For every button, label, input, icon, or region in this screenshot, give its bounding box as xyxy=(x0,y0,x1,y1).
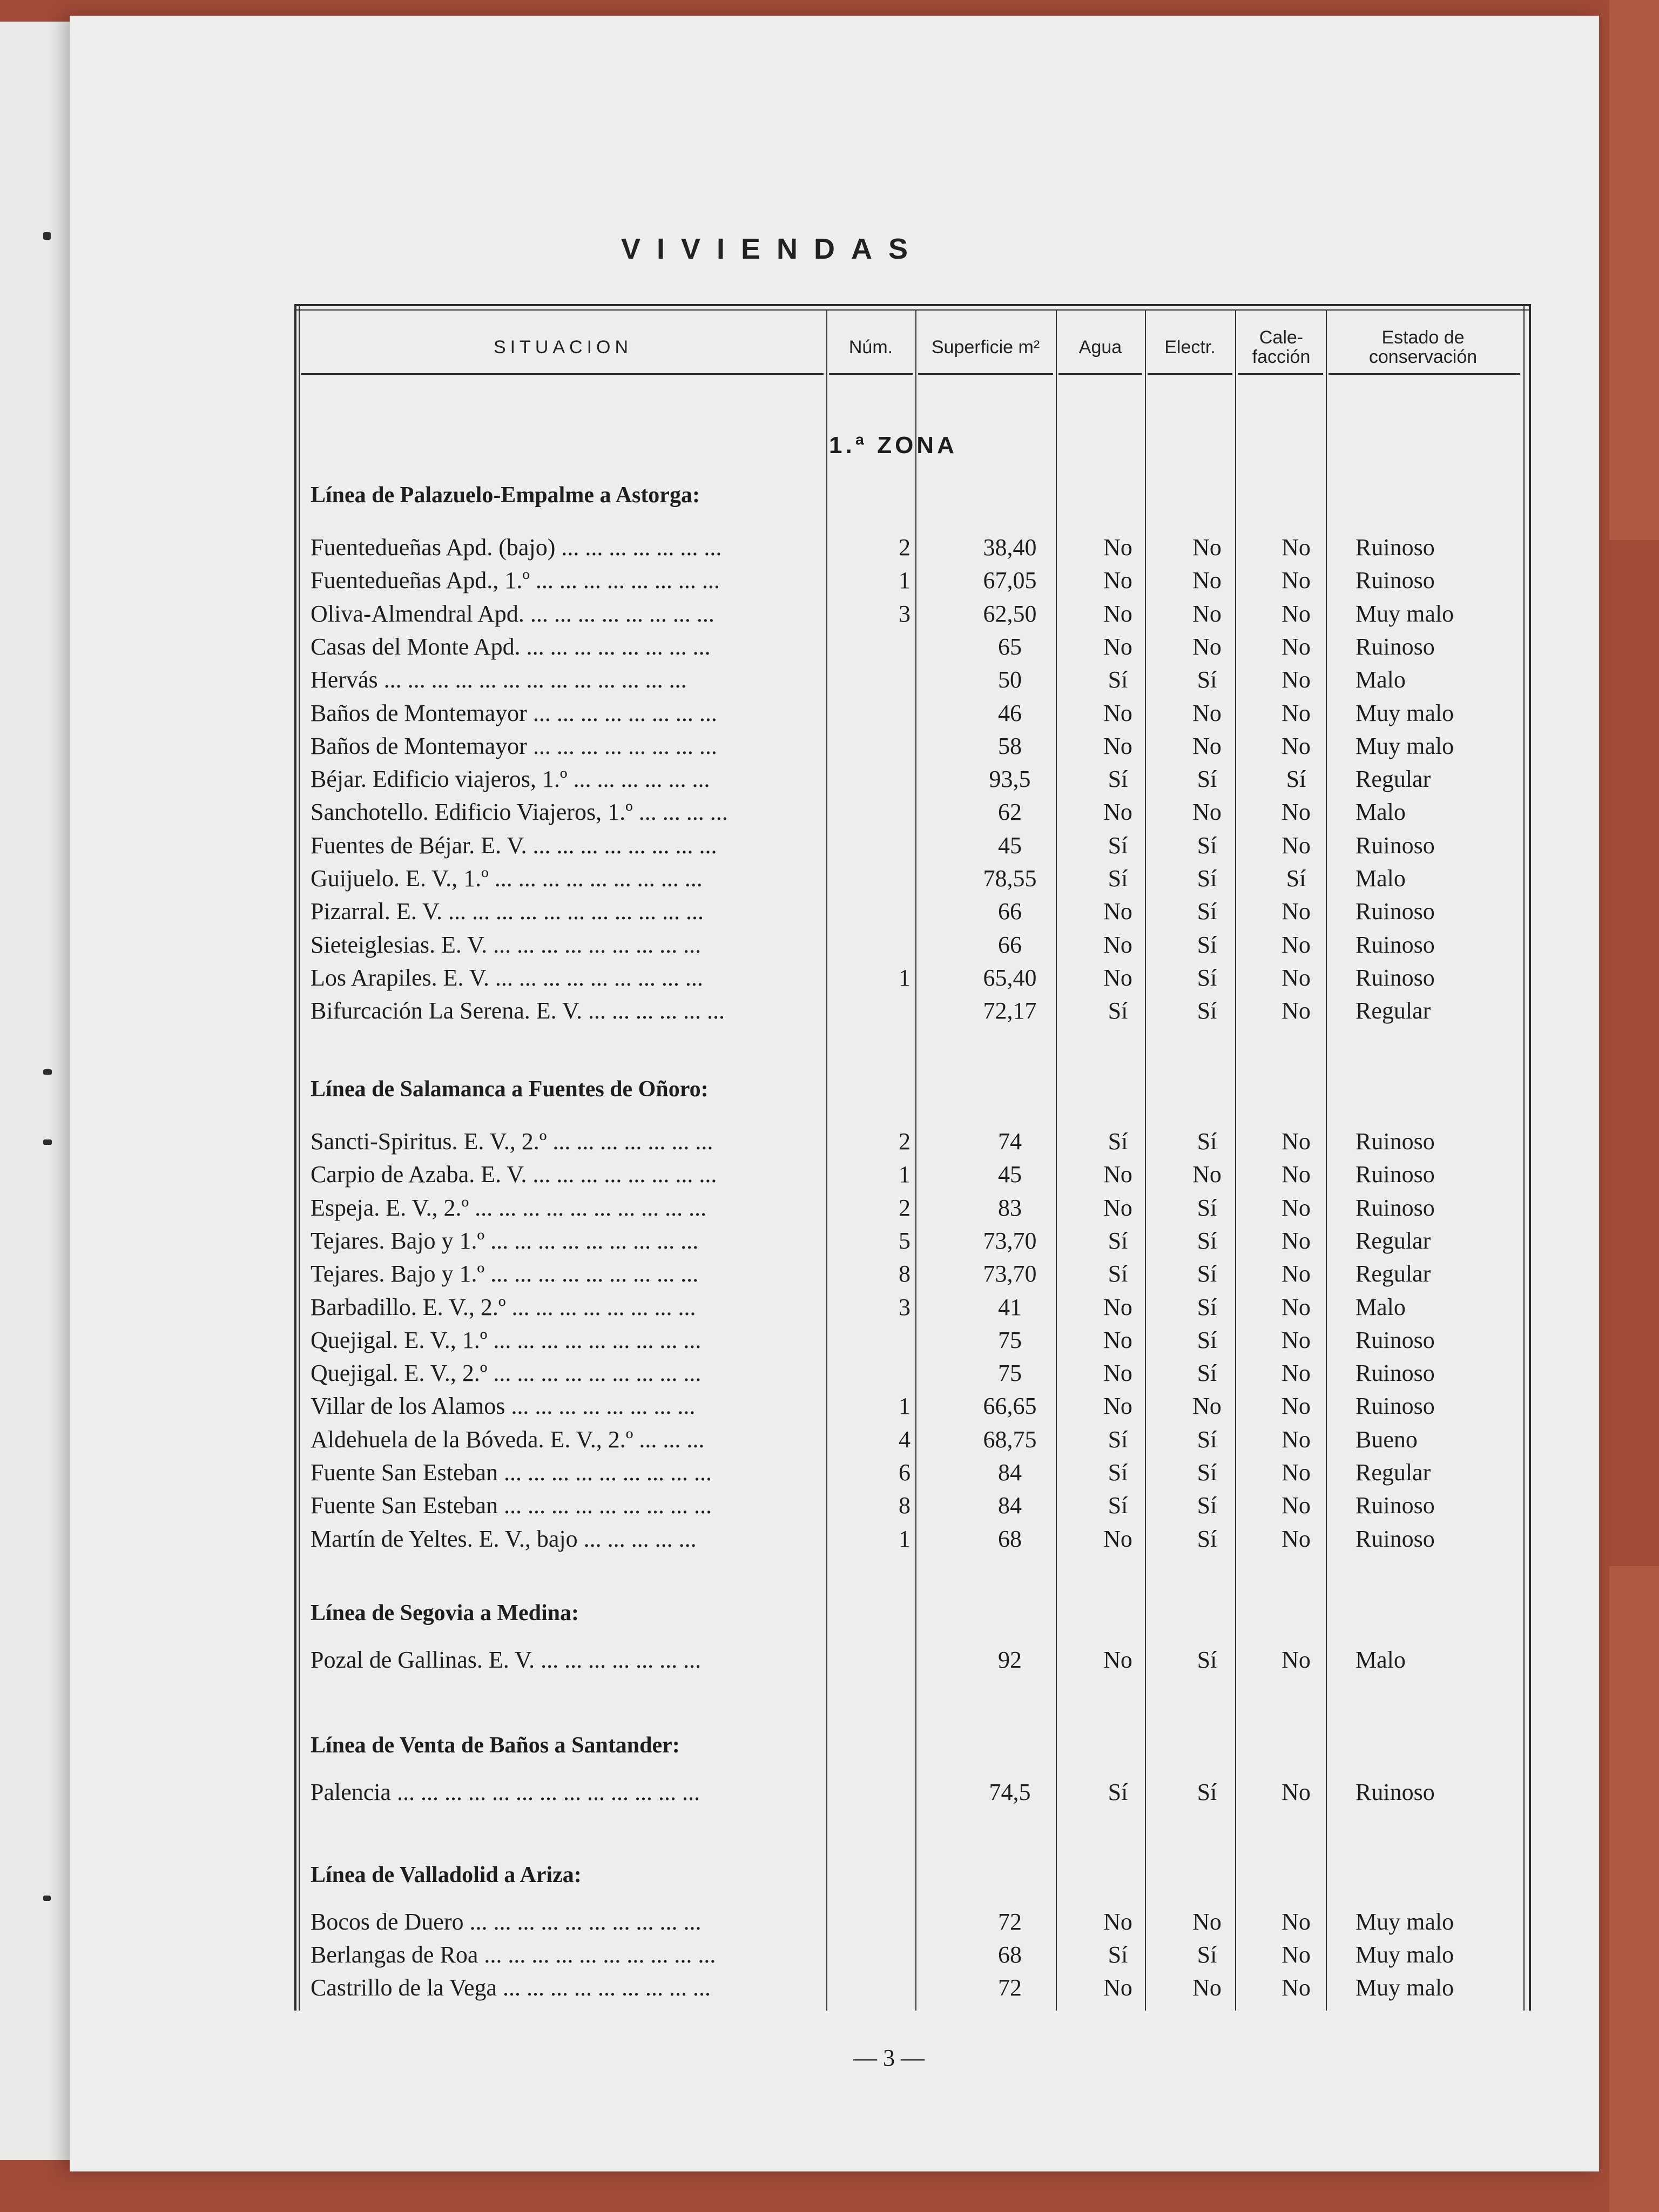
row-location: Baños de Montemayor ... ... ... ... ... ... ... ... xyxy=(311,732,717,759)
staple-mark xyxy=(43,1896,51,1901)
header-num: Núm. xyxy=(848,337,893,358)
row-water: Sí xyxy=(1108,1426,1128,1453)
row-electricity: Sí xyxy=(1197,832,1217,859)
table-row xyxy=(311,765,1520,798)
row-water: No xyxy=(1103,898,1132,925)
table-row xyxy=(311,534,1520,566)
header-underline xyxy=(918,373,1053,375)
row-heating: No xyxy=(1282,799,1311,826)
row-location: Fuentes de Béjar. E. V. ... ... ... ... ... ... ... ... xyxy=(311,832,717,859)
staple-mark xyxy=(43,1069,52,1075)
row-condition: Ruinoso xyxy=(1355,832,1435,859)
row-electricity: No xyxy=(1192,534,1222,561)
row-condition: Ruinoso xyxy=(1355,1360,1435,1387)
row-heating: No xyxy=(1282,832,1311,859)
page-number: — 3 — xyxy=(853,2045,925,2071)
row-electricity: Sí xyxy=(1197,964,1217,991)
table-row xyxy=(311,699,1520,732)
row-location: Aldehuela de la Bóveda. E. V., 2.º ... ... ... xyxy=(311,1426,705,1453)
row-condition: Ruinoso xyxy=(1355,1161,1435,1188)
row-surface: 66,65 xyxy=(983,1393,1037,1420)
row-electricity: No xyxy=(1192,600,1222,627)
header-estado: Estado de conservación xyxy=(1368,327,1478,367)
row-electricity: Sí xyxy=(1197,1128,1217,1155)
header-underline xyxy=(829,373,913,375)
row-surface: 65 xyxy=(998,633,1022,660)
row-water: No xyxy=(1103,534,1132,561)
row-count: 3 xyxy=(899,1293,911,1320)
table-row xyxy=(311,1492,1520,1524)
section-title: Línea de Segovia a Medina: xyxy=(311,1601,579,1626)
row-water: No xyxy=(1103,1393,1132,1420)
row-location: Casas del Monte Apd. ... ... ... ... ... ... ... ... xyxy=(311,633,711,660)
section-title: Línea de Valladolid a Ariza: xyxy=(311,1863,582,1887)
header-calefaccion: Cale- facción xyxy=(1252,327,1311,367)
row-count: 1 xyxy=(899,964,911,991)
table-row xyxy=(311,600,1520,632)
table-row xyxy=(311,1293,1520,1326)
row-location: Oliva-Almendral Apd. ... ... ... ... ... ... ... ... xyxy=(311,600,714,627)
row-water: Sí xyxy=(1108,832,1128,859)
row-count: 6 xyxy=(899,1459,911,1486)
header-underline xyxy=(1328,373,1520,375)
row-condition: Ruinoso xyxy=(1355,1525,1435,1552)
row-surface: 83 xyxy=(998,1194,1022,1221)
row-electricity: Sí xyxy=(1197,1194,1217,1221)
row-location: Pozal de Gallinas. E. V. ... ... ... ... ... ... ... xyxy=(311,1647,702,1673)
row-electricity: No xyxy=(1192,1908,1222,1935)
row-electricity: Sí xyxy=(1197,865,1217,892)
row-electricity: No xyxy=(1192,732,1222,759)
row-electricity: No xyxy=(1192,1974,1222,2001)
row-electricity: Sí xyxy=(1197,666,1217,693)
row-water: No xyxy=(1103,1525,1132,1552)
row-condition: Malo xyxy=(1355,1647,1406,1673)
row-electricity: No xyxy=(1192,1161,1222,1188)
row-location: Berlangas de Roa ... ... ... ... ... ... ... ... ... ... xyxy=(311,1941,716,1968)
table-row xyxy=(311,1525,1520,1557)
table-row xyxy=(311,997,1520,1029)
row-water: No xyxy=(1103,567,1132,594)
row-heating: No xyxy=(1282,1974,1311,2001)
row-water: No xyxy=(1103,931,1132,958)
row-heating: No xyxy=(1282,1393,1311,1420)
row-condition: Muy malo xyxy=(1355,1908,1454,1935)
row-electricity: Sí xyxy=(1197,1525,1217,1552)
table-row xyxy=(311,1260,1520,1292)
table-row xyxy=(311,1392,1520,1425)
row-count: 1 xyxy=(899,567,911,594)
row-electricity: No xyxy=(1192,567,1222,594)
row-condition: Ruinoso xyxy=(1355,1492,1435,1519)
row-water: No xyxy=(1103,633,1132,660)
row-condition: Muy malo xyxy=(1355,600,1454,627)
staple-mark xyxy=(43,1139,52,1145)
row-condition: Regular xyxy=(1355,766,1431,793)
row-surface: 75 xyxy=(998,1360,1022,1387)
row-surface: 38,40 xyxy=(983,534,1037,561)
row-water: No xyxy=(1103,1194,1132,1221)
row-heating: No xyxy=(1282,1293,1311,1320)
row-condition: Malo xyxy=(1355,799,1406,826)
row-heating: No xyxy=(1282,1941,1311,1968)
row-condition: Muy malo xyxy=(1355,1941,1454,1968)
header-electr: Electr. xyxy=(1164,337,1216,358)
table-row xyxy=(311,832,1520,864)
table-row xyxy=(311,1459,1520,1491)
row-condition: Ruinoso xyxy=(1355,1326,1435,1353)
row-location: Quejigal. E. V., 1.º ... ... ... ... ... ... ... ... ... xyxy=(311,1326,702,1353)
row-electricity: Sí xyxy=(1197,1779,1217,1805)
row-water: Sí xyxy=(1108,1227,1128,1254)
row-surface: 68 xyxy=(998,1525,1022,1552)
section-title: Línea de Palazuelo-Empalme a Astorga: xyxy=(311,483,700,508)
row-heating: No xyxy=(1282,1492,1311,1519)
row-location: Palencia ... ... ... ... ... ... ... ... ... ... ... ... ... xyxy=(311,1779,700,1805)
row-heating: No xyxy=(1282,666,1311,693)
row-electricity: No xyxy=(1192,1393,1222,1420)
row-water: Sí xyxy=(1108,865,1128,892)
row-location: Bifurcación La Serena. E. V. ... ... ... ... ... ... xyxy=(311,997,725,1024)
row-location: Los Arapiles. E. V. ... ... ... ... ... ... ... ... ... xyxy=(311,964,703,991)
row-condition: Malo xyxy=(1355,666,1406,693)
row-surface: 73,70 xyxy=(983,1227,1037,1254)
row-surface: 73,70 xyxy=(983,1260,1037,1287)
table-row xyxy=(311,666,1520,698)
row-location: Guijuelo. E. V., 1.º ... ... ... ... ... ... ... ... ... xyxy=(311,865,703,892)
header-underline xyxy=(1238,373,1323,375)
row-location: Sieteiglesias. E. V. ... ... ... ... ... ... ... ... ... xyxy=(311,931,702,958)
table-row xyxy=(311,865,1520,897)
row-condition: Muy malo xyxy=(1355,699,1454,726)
row-heating: No xyxy=(1282,534,1311,561)
row-count: 2 xyxy=(899,534,911,561)
row-condition: Muy malo xyxy=(1355,1974,1454,2001)
row-water: No xyxy=(1103,1360,1132,1387)
header-underline xyxy=(1148,373,1232,375)
row-electricity: Sí xyxy=(1197,931,1217,958)
row-water: No xyxy=(1103,1161,1132,1188)
row-condition: Ruinoso xyxy=(1355,964,1435,991)
row-surface: 68 xyxy=(998,1941,1022,1968)
table-row xyxy=(311,1974,1520,2006)
table-row xyxy=(311,1646,1520,1678)
table-row xyxy=(311,1778,1520,1811)
page-title: VIVIENDAS xyxy=(621,233,925,265)
table-row xyxy=(311,1359,1520,1392)
row-water: Sí xyxy=(1108,666,1128,693)
row-surface: 72 xyxy=(998,1974,1022,2001)
row-location: Fuentedueñas Apd. (bajo) ... ... ... ... ... ... ... xyxy=(311,534,722,561)
housing-table xyxy=(294,304,1531,2011)
zone-heading: 1.ª ZONA xyxy=(829,432,957,458)
row-heating: No xyxy=(1282,732,1311,759)
row-heating: No xyxy=(1282,567,1311,594)
row-location: Sancti-Spiritus. E. V., 2.º ... ... ... ... ... ... ... xyxy=(311,1128,713,1155)
row-count: 8 xyxy=(899,1260,911,1287)
row-location: Bocos de Duero ... ... ... ... ... ... ... ... ... ... xyxy=(311,1908,702,1935)
row-condition: Ruinoso xyxy=(1355,567,1435,594)
row-count: 2 xyxy=(899,1194,911,1221)
row-surface: 93,5 xyxy=(989,766,1031,793)
row-water: Sí xyxy=(1108,1779,1128,1805)
table-row xyxy=(311,732,1520,765)
row-surface: 72 xyxy=(998,1908,1022,1935)
row-electricity: No xyxy=(1192,699,1222,726)
row-water: No xyxy=(1103,1293,1132,1320)
table-row xyxy=(311,567,1520,599)
row-surface: 68,75 xyxy=(983,1426,1037,1453)
row-surface: 62,50 xyxy=(983,600,1037,627)
table-row xyxy=(311,1161,1520,1193)
row-water: Sí xyxy=(1108,1941,1128,1968)
table-row xyxy=(311,931,1520,963)
row-location: Béjar. Edificio viajeros, 1.º ... ... ... ... ... ... xyxy=(311,766,710,793)
row-electricity: Sí xyxy=(1197,1459,1217,1486)
row-heating: No xyxy=(1282,1779,1311,1805)
table-row xyxy=(311,633,1520,665)
table-row xyxy=(311,898,1520,930)
row-condition: Regular xyxy=(1355,1227,1431,1254)
row-location: Castrillo de la Vega ... ... ... ... ... ... ... ... ... xyxy=(311,1974,711,2001)
row-heating: No xyxy=(1282,1360,1311,1387)
row-location: Tejares. Bajo y 1.º ... ... ... ... ... ... ... ... ... xyxy=(311,1227,699,1254)
row-surface: 78,55 xyxy=(983,865,1037,892)
row-location: Carpio de Azaba. E. V. ... ... ... ... ... ... ... ... xyxy=(311,1161,717,1188)
row-surface: 92 xyxy=(998,1647,1022,1673)
table-row xyxy=(311,1326,1520,1359)
row-heating: No xyxy=(1282,1128,1311,1155)
row-heating: No xyxy=(1282,1647,1311,1673)
row-electricity: Sí xyxy=(1197,1360,1217,1387)
row-condition: Malo xyxy=(1355,865,1406,892)
row-location: Baños de Montemayor ... ... ... ... ... ... ... ... xyxy=(311,699,717,726)
row-water: No xyxy=(1103,699,1132,726)
row-electricity: Sí xyxy=(1197,997,1217,1024)
row-count: 2 xyxy=(899,1128,911,1155)
row-surface: 45 xyxy=(998,1161,1022,1188)
row-count: 5 xyxy=(899,1227,911,1254)
row-location: Quejigal. E. V., 2.º ... ... ... ... ... ... ... ... ... xyxy=(311,1360,702,1387)
row-surface: 46 xyxy=(998,699,1022,726)
header-superficie: Superficie m² xyxy=(931,337,1040,358)
row-condition: Ruinoso xyxy=(1355,1194,1435,1221)
row-location: Hervás ... ... ... ... ... ... ... ... ... ... ... ... ... xyxy=(311,666,687,693)
row-count: 1 xyxy=(899,1161,911,1188)
floor-tile xyxy=(1609,1566,1659,2212)
row-heating: Sí xyxy=(1286,766,1306,793)
row-heating: No xyxy=(1282,1194,1311,1221)
table-row xyxy=(311,1908,1520,1940)
row-electricity: Sí xyxy=(1197,1647,1217,1673)
row-condition: Ruinoso xyxy=(1355,534,1435,561)
row-water: Sí xyxy=(1108,997,1128,1024)
row-location: Tejares. Bajo y 1.º ... ... ... ... ... ... ... ... ... xyxy=(311,1260,699,1287)
row-electricity: Sí xyxy=(1197,766,1217,793)
row-condition: Regular xyxy=(1355,997,1431,1024)
table-row xyxy=(311,1941,1520,1973)
row-electricity: No xyxy=(1192,633,1222,660)
floor-tile xyxy=(1609,0,1659,540)
row-heating: No xyxy=(1282,600,1311,627)
row-water: No xyxy=(1103,1974,1132,2001)
row-heating: No xyxy=(1282,1260,1311,1287)
row-condition: Malo xyxy=(1355,1293,1406,1320)
row-electricity: Sí xyxy=(1197,1426,1217,1453)
row-location: Espeja. E. V., 2.º ... ... ... ... ... ... ... ... ... ... xyxy=(311,1194,707,1221)
row-water: Sí xyxy=(1108,1459,1128,1486)
header-agua: Agua xyxy=(1078,337,1122,358)
row-surface: 45 xyxy=(998,832,1022,859)
row-electricity: Sí xyxy=(1197,1227,1217,1254)
row-location: Martín de Yeltes. E. V., bajo ... ... ... ... ... xyxy=(311,1525,697,1552)
section-title: Línea de Venta de Baños a Santander: xyxy=(311,1733,680,1758)
row-heating: No xyxy=(1282,964,1311,991)
table-row xyxy=(311,1426,1520,1458)
row-condition: Ruinoso xyxy=(1355,1779,1435,1805)
row-condition: Ruinoso xyxy=(1355,1128,1435,1155)
row-surface: 72,17 xyxy=(983,997,1037,1024)
row-electricity: Sí xyxy=(1197,898,1217,925)
row-heating: No xyxy=(1282,1908,1311,1935)
row-electricity: Sí xyxy=(1197,1293,1217,1320)
row-water: No xyxy=(1103,1326,1132,1353)
table-row xyxy=(311,1194,1520,1226)
row-surface: 75 xyxy=(998,1326,1022,1353)
row-location: Barbadillo. E. V., 2.º ... ... ... ... ... ... ... ... xyxy=(311,1293,696,1320)
row-heating: Sí xyxy=(1286,865,1306,892)
row-electricity: Sí xyxy=(1197,1326,1217,1353)
row-surface: 67,05 xyxy=(983,567,1037,594)
row-heating: No xyxy=(1282,898,1311,925)
row-count: 4 xyxy=(899,1426,911,1453)
row-surface: 84 xyxy=(998,1492,1022,1519)
row-heating: No xyxy=(1282,931,1311,958)
row-electricity: Sí xyxy=(1197,1260,1217,1287)
section-title: Línea de Salamanca a Fuentes de Oñoro: xyxy=(311,1077,709,1102)
row-surface: 74,5 xyxy=(989,1779,1031,1805)
row-water: Sí xyxy=(1108,1260,1128,1287)
header-underline xyxy=(301,373,824,375)
row-electricity: Sí xyxy=(1197,1941,1217,1968)
row-surface: 62 xyxy=(998,799,1022,826)
row-surface: 84 xyxy=(998,1459,1022,1486)
row-heating: No xyxy=(1282,1161,1311,1188)
row-surface: 58 xyxy=(998,732,1022,759)
row-condition: Ruinoso xyxy=(1355,931,1435,958)
row-surface: 66 xyxy=(998,898,1022,925)
row-water: Sí xyxy=(1108,1492,1128,1519)
row-water: No xyxy=(1103,600,1132,627)
staple-mark xyxy=(43,232,51,240)
row-heating: No xyxy=(1282,633,1311,660)
row-count: 3 xyxy=(899,600,911,627)
table-frame-left xyxy=(294,304,300,2011)
row-surface: 66 xyxy=(998,931,1022,958)
row-heating: No xyxy=(1282,699,1311,726)
row-condition: Ruinoso xyxy=(1355,633,1435,660)
row-location: Villar de los Alamos ... ... ... ... ... ... ... ... xyxy=(311,1393,696,1420)
row-heating: No xyxy=(1282,1227,1311,1254)
row-condition: Muy malo xyxy=(1355,732,1454,759)
row-location: Sanchotello. Edificio Viajeros, 1.º ... ... ... ... xyxy=(311,799,728,826)
row-condition: Ruinoso xyxy=(1355,898,1435,925)
row-water: Sí xyxy=(1108,766,1128,793)
table-row xyxy=(311,1227,1520,1259)
row-heating: No xyxy=(1282,1326,1311,1353)
row-water: No xyxy=(1103,799,1132,826)
row-condition: Ruinoso xyxy=(1355,1393,1435,1420)
row-electricity: No xyxy=(1192,799,1222,826)
row-water: No xyxy=(1103,1908,1132,1935)
row-surface: 65,40 xyxy=(983,964,1037,991)
row-location: Fuente San Esteban ... ... ... ... ... ... ... ... ... xyxy=(311,1459,712,1486)
row-location: Fuentedueñas Apd., 1.º ... ... ... ... ... ... ... ... xyxy=(311,567,720,594)
row-water: No xyxy=(1103,964,1132,991)
row-count: 8 xyxy=(899,1492,911,1519)
table-row xyxy=(311,964,1520,996)
row-water: Sí xyxy=(1108,1128,1128,1155)
table-row xyxy=(311,1128,1520,1160)
row-heating: No xyxy=(1282,997,1311,1024)
header-underline xyxy=(1058,373,1142,375)
row-location: Fuente San Esteban ... ... ... ... ... ... ... ... ... xyxy=(311,1492,712,1519)
row-water: No xyxy=(1103,732,1132,759)
document-page xyxy=(70,16,1599,2171)
row-water: No xyxy=(1103,1647,1132,1673)
row-surface: 74 xyxy=(998,1128,1022,1155)
row-surface: 50 xyxy=(998,666,1022,693)
row-condition: Regular xyxy=(1355,1260,1431,1287)
table-frame-top xyxy=(294,304,1531,311)
row-heating: No xyxy=(1282,1459,1311,1486)
row-condition: Regular xyxy=(1355,1459,1431,1486)
row-electricity: Sí xyxy=(1197,1492,1217,1519)
row-surface: 41 xyxy=(998,1293,1022,1320)
header-situacion: SITUACION xyxy=(493,337,633,358)
row-heating: No xyxy=(1282,1426,1311,1453)
table-row xyxy=(311,798,1520,831)
row-count: 1 xyxy=(899,1525,911,1552)
row-condition: Bueno xyxy=(1355,1426,1418,1453)
row-count: 1 xyxy=(899,1393,911,1420)
row-location: Pizarral. E. V. ... ... ... ... ... ... ... ... ... ... ... xyxy=(311,898,704,925)
row-heating: No xyxy=(1282,1525,1311,1552)
